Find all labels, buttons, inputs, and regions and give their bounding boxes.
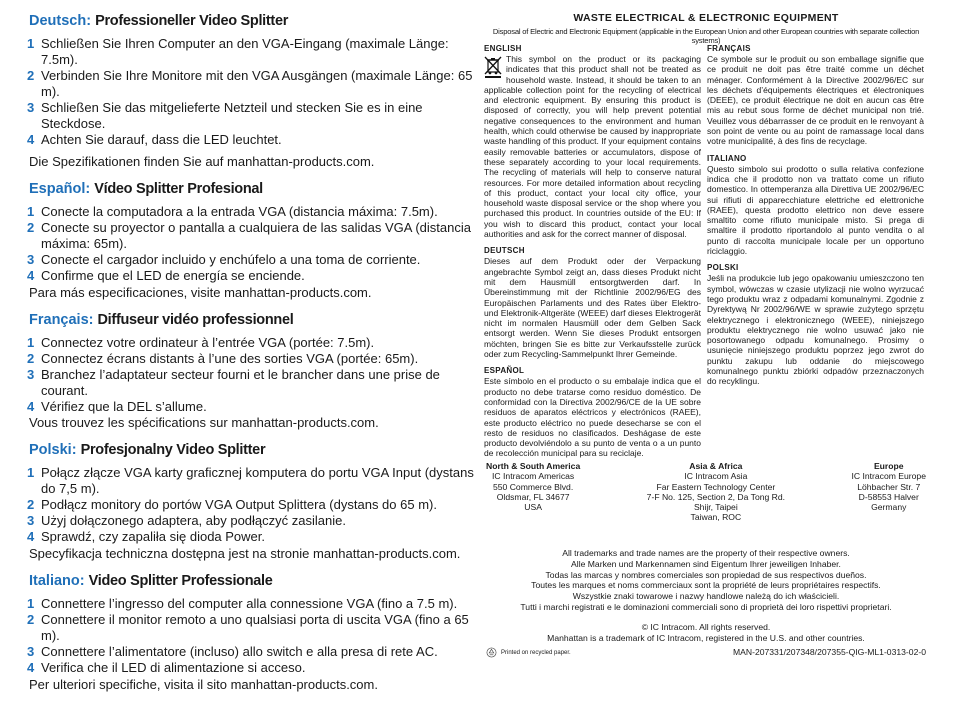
step-number: 4 (27, 268, 35, 283)
step-item (29, 132, 474, 148)
step-text: Schließen Sie Ihren Computer an den VGA-Eingang (maximale Länge: 7.5m). (41, 36, 449, 67)
step-text: Conecte el cargador incluido y enchúfelo a una toma de corriente. (41, 252, 421, 267)
weee-espanol-heading: ESPAÑOL (484, 366, 525, 376)
step-item (29, 497, 474, 513)
step-item (29, 465, 474, 497)
language-label: Français: (29, 312, 94, 328)
contact-line: Löhbacher Str. 7 (857, 481, 921, 492)
step-text: Confirme que el LED de energía se enciende. (41, 268, 305, 283)
step-number: 2 (27, 497, 35, 512)
language-label: Deutsch: (29, 13, 92, 29)
step-number: 3 (27, 252, 35, 267)
step-text: Branchez l’adaptateur secteur fourni et le brancher dans une prise de courant. (41, 367, 440, 398)
step-number: 4 (27, 399, 35, 414)
contact-region: North & South America (486, 461, 581, 471)
weee-espanol-text: Este símbolo en el producto o su embalaje indica que el producto no debe tratarse como residuo doméstico. De conformidad con la Directiva 2002/96/CE de la UE sobre residuos de aparatos eléctricos y electrónicos (RAEE), este producto eléctrico no puede desecharse se con el resto de residuos no clasificados. Deshágase de este producto devolviéndolo a su punto de venta o a un punto de recolección municipal para su reciclaje. (484, 376, 701, 459)
trademark-line: Toutes les marques et noms commerciaux sont la propriété de leurs propriétaires respectifs. (531, 580, 881, 591)
section-espanol (29, 180, 474, 301)
step-item (29, 367, 474, 399)
step-item (29, 36, 474, 68)
regional-contacts (486, 461, 926, 523)
section-title: Profesjonalny Video Splitter (80, 442, 266, 458)
step-number: 1 (27, 204, 35, 219)
step-number: 1 (27, 465, 35, 480)
weee-deutsch-heading: DEUTSCH (484, 246, 525, 256)
language-label: Español: (29, 181, 91, 197)
weee-title: WASTE ELECTRICAL & ELECTRONIC EQUIPMENT (573, 12, 839, 24)
contact-line: 7-F No. 125, Section 2, Da Tong Rd. (646, 491, 786, 502)
step-number: 4 (27, 529, 35, 544)
contact-line: USA (524, 502, 542, 513)
step-item (29, 351, 474, 367)
step-text: Achten Sie darauf, dass die LED leuchtet. (41, 132, 282, 147)
weee-italiano-heading: ITALIANO (707, 153, 747, 163)
contact-line: Far Eastern Technology Center (656, 481, 776, 492)
section-title: Vídeo Splitter Profesional (94, 181, 263, 197)
step-item (29, 68, 474, 100)
section-title: Video Splitter Professionale (88, 573, 273, 589)
trademark-footer (470, 548, 942, 643)
step-number: 2 (27, 612, 35, 627)
spec-note: Vous trouvez les spécifications sur manhattan-products.com. (29, 415, 379, 430)
recycled-note (486, 647, 571, 658)
step-item (29, 644, 474, 660)
step-text: Connettere l’ingresso del computer alla connessione VGA (fino a 7.5 m). (41, 596, 458, 611)
weee-column-right (707, 44, 924, 394)
step-text: Użyj dołączonego adaptera, aby podłączyć zasilanie. (41, 513, 346, 528)
step-number: 2 (27, 351, 35, 366)
contact-europe (851, 461, 926, 523)
contact-americas (486, 461, 580, 523)
step-item (29, 204, 474, 220)
trademark-line: Todas las marcas y nombres comerciales son propiedad de sus respectivos dueños. (545, 569, 867, 580)
step-item (29, 399, 474, 415)
step-item (29, 220, 474, 252)
weee-polski-text: Jeśli na produkcie lub jego opakowaniu umieszczono ten symbol, wówczas w czasie utylizacji nie wolno wyrzucać tego produktu wraz z odpadami komunalnymi. Zgodnie z Dyrektywą Nr 2002/96/WE w sprawie zużytego sprzętu elektrycznego i elektronicznego (WEEE), niniejszego produktu elektrycznego nie wolno usuwać jako nie posortowanego odpadu komunalnego. Prosimy o usunięcie niniejszego produktu poprzez jego zwrot do punktu zakupu lub oddanie do miejscowego komunalnego punktu zbiórki odpadów przeznaczonych do recyklingu. (707, 273, 924, 387)
spec-note: Para más especificaciones, visite manhattan-products.com. (29, 285, 372, 300)
section-heading (29, 441, 474, 459)
step-text: Connettere il monitor remoto a uno qualsiasi porta di uscita VGA (fino a 65 m). (41, 612, 469, 643)
step-item (29, 335, 474, 351)
step-text: Podłącz monitory do portów VGA Output Splittera (dystans do 65 m). (41, 497, 437, 512)
weee-italiano-text: Questo simbolo sui prodotto o sulla relativa confezione indica che il prodotto non va trattato come un rifiuto domestico. In ottemperanza alla Direttiva UE 2002/96/EC sui rifiuti di apparecchiature elettriche ed elettroniche (RAEE), questa prodotto elettrico non deve essere smaltito come rifiuto municipale misto. Si prega di smaltire il prodotto riportandolo al punto vendita o al punto di raccolta municipale locale per un opportuno riciclaggio. (707, 163, 924, 257)
step-item (29, 596, 474, 612)
language-label: Polski: (29, 442, 77, 458)
step-item (29, 252, 474, 268)
contact-asia-africa (647, 461, 785, 523)
step-text: Connettere l’alimentatore (incluso) allo switch e alla presa di rete AC. (41, 644, 438, 659)
instructions-column (29, 12, 474, 703)
step-number: 3 (27, 100, 35, 115)
weee-subtitle: Disposal of Electric and Electronic Equipment (applicable in the European Union and other European countries with separate collection systems) (492, 27, 920, 45)
language-label: Italiano: (29, 573, 85, 589)
step-item (29, 529, 474, 545)
contact-line: Taiwan, ROC (690, 512, 742, 523)
step-text: Conecte la computadora a la entrada VGA (distancia máxima: 7.5m). (41, 204, 438, 219)
section-polski (29, 441, 474, 562)
step-item (29, 100, 474, 132)
step-number: 3 (27, 367, 35, 382)
trademark-line: Wszystkie znaki towarowe i nazwy handlowe należą do ich właścicieli. (572, 591, 840, 602)
weee-column-left (484, 44, 701, 466)
contact-line: IC Intracom Americas (492, 471, 575, 482)
weee-english-paragraph (484, 54, 701, 239)
step-number: 3 (27, 513, 35, 528)
contact-line: 550 Commerce Blvd. (492, 481, 574, 492)
contact-region: Europe (873, 461, 904, 471)
section-italiano (29, 572, 474, 693)
step-text: Verbinden Sie Ihre Monitore mit den VGA Ausgängen (maximale Länge: 65 m). (41, 68, 473, 99)
step-number: 1 (27, 596, 35, 611)
document-number: MAN-207331/207348/207355-QIG-ML1-0313-02-0 (732, 647, 926, 657)
step-number: 3 (27, 644, 35, 659)
weee-english-heading: ENGLISH (484, 44, 522, 53)
step-item (29, 660, 474, 676)
contact-line: D-58553 Halver (858, 491, 919, 502)
contact-line: IC Intracom Europe (851, 471, 926, 482)
section-deutsch (29, 12, 474, 170)
copyright-line: © IC Intracom. All rights reserved. (641, 621, 771, 632)
step-item (29, 268, 474, 284)
spec-note: Per ulteriori specifiche, visita il sito manhattan-products.com. (29, 677, 378, 692)
spec-note: Die Spezifikationen finden Sie auf manhattan-products.com. (29, 154, 375, 169)
weee-francais-text: Ce symbole sur le produit ou son emballage signifie que ce produit ne doit pas être traité comme un déchet ménager. Conformément à la Directive 2002/96/EC sur les déchets d’équipements électriques et électroniques (DEEE), ce produit électrique ne doit en aucun cas être mis au rebut sous forme de déchet municipal non trié. Veuillez vous débarrasser de ce produit en le renvoyant à son point de vente ou au point de ramassage local dans votre municipalité, à des fins de recyclage. (707, 54, 924, 147)
contact-region: Asia & Africa (689, 461, 743, 471)
step-text: Sprawdź, czy zapaliła się dioda Power. (41, 529, 266, 544)
step-number: 2 (27, 68, 35, 83)
weee-english-text: This symbol on the product or its packaging indicates that this product shall not be treated as household waste. Instead, it should be taken to an applicable collection point for the recycling of electrical and electronic equipment. By ensuring this product is disposed of correctly, you will help prevent potential negative consequences to the environment and human health, which could otherwise be caused by inappropriate waste handling of this product. If your equipment contains easily removable batteries or accumulators, dispose of these separately according to your local requirements. The recycling of materials will help to conserve natural resources. For more detailed information about recycling of this product, contact your local city office, your household waste disposal service or the shop where you purchased this product. In countries outside of the EU: If you wish to discard this product, contact your local authorities and ask for the correct manner of disposal. (484, 54, 701, 240)
crossed-out-bin-icon (484, 56, 502, 78)
step-text: Conecte su proyector o pantalla a cualquiera de las salidas VGA (distancia máxima: 65m). (41, 220, 471, 251)
recycle-icon (486, 647, 497, 658)
trademark-line: Alle Marken und Markennamen sind Eigentum Ihrer jeweiligen Inhaber. (571, 558, 841, 569)
step-number: 4 (27, 132, 35, 147)
step-text: Verifica che il LED di alimentazione si acceso. (41, 660, 306, 675)
step-item (29, 612, 474, 644)
weee-polski-heading: POLSKI (707, 263, 739, 273)
trademark-line: Tutti i marchi registrati e le dominazioni commerciali sono di proprietà dei loro rispettivi proprietari. (520, 601, 892, 612)
step-number: 1 (27, 36, 35, 51)
step-text: Connectez votre ordinateur à l’entrée VGA (portée: 7.5m). (41, 335, 375, 350)
section-heading (29, 12, 474, 30)
step-text: Połącz złącze VGA karty graficznej komputera do portu VGA Input (dystans do 7,5 m). (41, 465, 474, 496)
contact-line: Germany (871, 502, 907, 513)
step-text: Connectez écrans distants à l’une des sorties VGA (portée: 65m). (41, 351, 419, 366)
weee-deutsch-text: Dieses auf dem Produkt oder der Verpackung angebrachte Symbol zeigt an, dass dieses Produkt nicht mit dem Hausmüll entsorgtwerden darf. In Übereinstimmung mit der Richtlinie 2002/96/EG des Europäischen Parlaments und des Rates über Elektro- und Elektronik-Altgeräte (WEEE) darf dieses Elektrogerät nicht im normalen Hausmüll oder dem Gelben Sack entsorgt werden. Wenn Sie dieses Produkt entsorgen möchten, bringen Sie es bitte zur Verkaufsstelle zurück oder zum Recycling-Sammelpunkt Ihrer Gemeinde. (484, 256, 701, 360)
recycled-text: Printed on recycled paper. (501, 649, 571, 656)
step-text: Vérifiez que la DEL s’allume. (41, 399, 207, 414)
section-heading (29, 311, 474, 329)
copyright-line: Manhattan is a trademark of IC Intracom, registered in the U.S. and other countries. (547, 632, 865, 643)
step-text: Schließen Sie das mitgelieferte Netzteil und stecken Sie es in eine Steckdose. (41, 100, 423, 131)
weee-francais-heading: FRANÇAIS (707, 44, 751, 53)
section-heading (29, 180, 474, 198)
section-title: Professioneller Video Splitter (95, 13, 289, 29)
section-title: Diffuseur vidéo professionnel (97, 312, 294, 328)
section-heading (29, 572, 474, 590)
section-francais (29, 311, 474, 431)
step-item (29, 513, 474, 529)
trademark-line: All trademarks and trade names are the property of their respective owners. (562, 548, 850, 558)
contact-line: Shijr, Taipei (693, 502, 738, 513)
step-number: 2 (27, 220, 35, 235)
contact-line: IC Intracom Asia (684, 471, 748, 482)
spec-note: Specyfikacja techniczna dostępna jest na stronie manhattan-products.com. (29, 546, 461, 561)
contact-line: Oldsmar, FL 34677 (496, 491, 570, 502)
step-number: 1 (27, 335, 35, 350)
bottom-bar (486, 647, 926, 659)
step-number: 4 (27, 660, 35, 675)
